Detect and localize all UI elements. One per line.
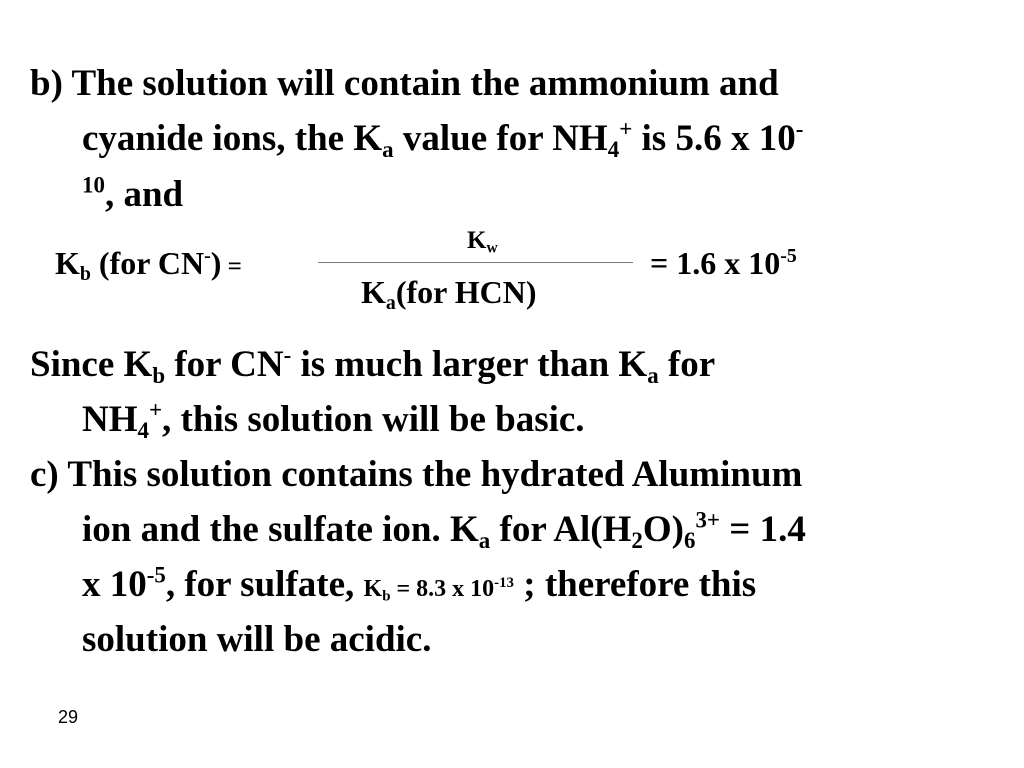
part-c-line-1: c) This solution contains the hydrated Aluminum — [30, 454, 803, 495]
equation-lhs: $K_b$ (for CN-) = — [55, 245, 242, 285]
part-c-line-4: solution will be acidic. — [82, 619, 432, 660]
part-b-line-2: cyanide ions, the $K_a$ value for $NH_4^+$ is 5.6 x 10- — [82, 116, 804, 162]
part-b-line-1: b) The solution will contain the ammonium and — [30, 63, 779, 104]
part-c-line-2: ion and the sulfate ion. $K_a$ for $Al(H_2O)_6^{3+} = 1.4$ — [82, 507, 806, 553]
conclusion-b-line-1: Since $K_b$ for CN- is much larger than $K_a$ for — [30, 342, 716, 388]
part-b-line-3: $^{10}$, and — [82, 172, 184, 215]
fraction-bar — [318, 262, 633, 263]
part-c-line-3: x $10^{-5}$, for sulfate, $K_b = 8.3$ x $10^{-13}$ ; therefore this — [82, 562, 757, 605]
page-number: 29 — [58, 707, 79, 727]
sulfate-kb-inline: $K_b = 8.3$ x $10^{-13}$ — [363, 575, 514, 605]
conclusion-b-line-2: $NH_4^+$, this solution will be basic. — [82, 397, 585, 443]
equation-result: = 1.6 x $10^{-5}$ — [650, 245, 797, 281]
equation-numerator: $K_w$ — [467, 227, 498, 257]
equation-denominator: $K_a(for$ HCN) — [361, 274, 537, 314]
